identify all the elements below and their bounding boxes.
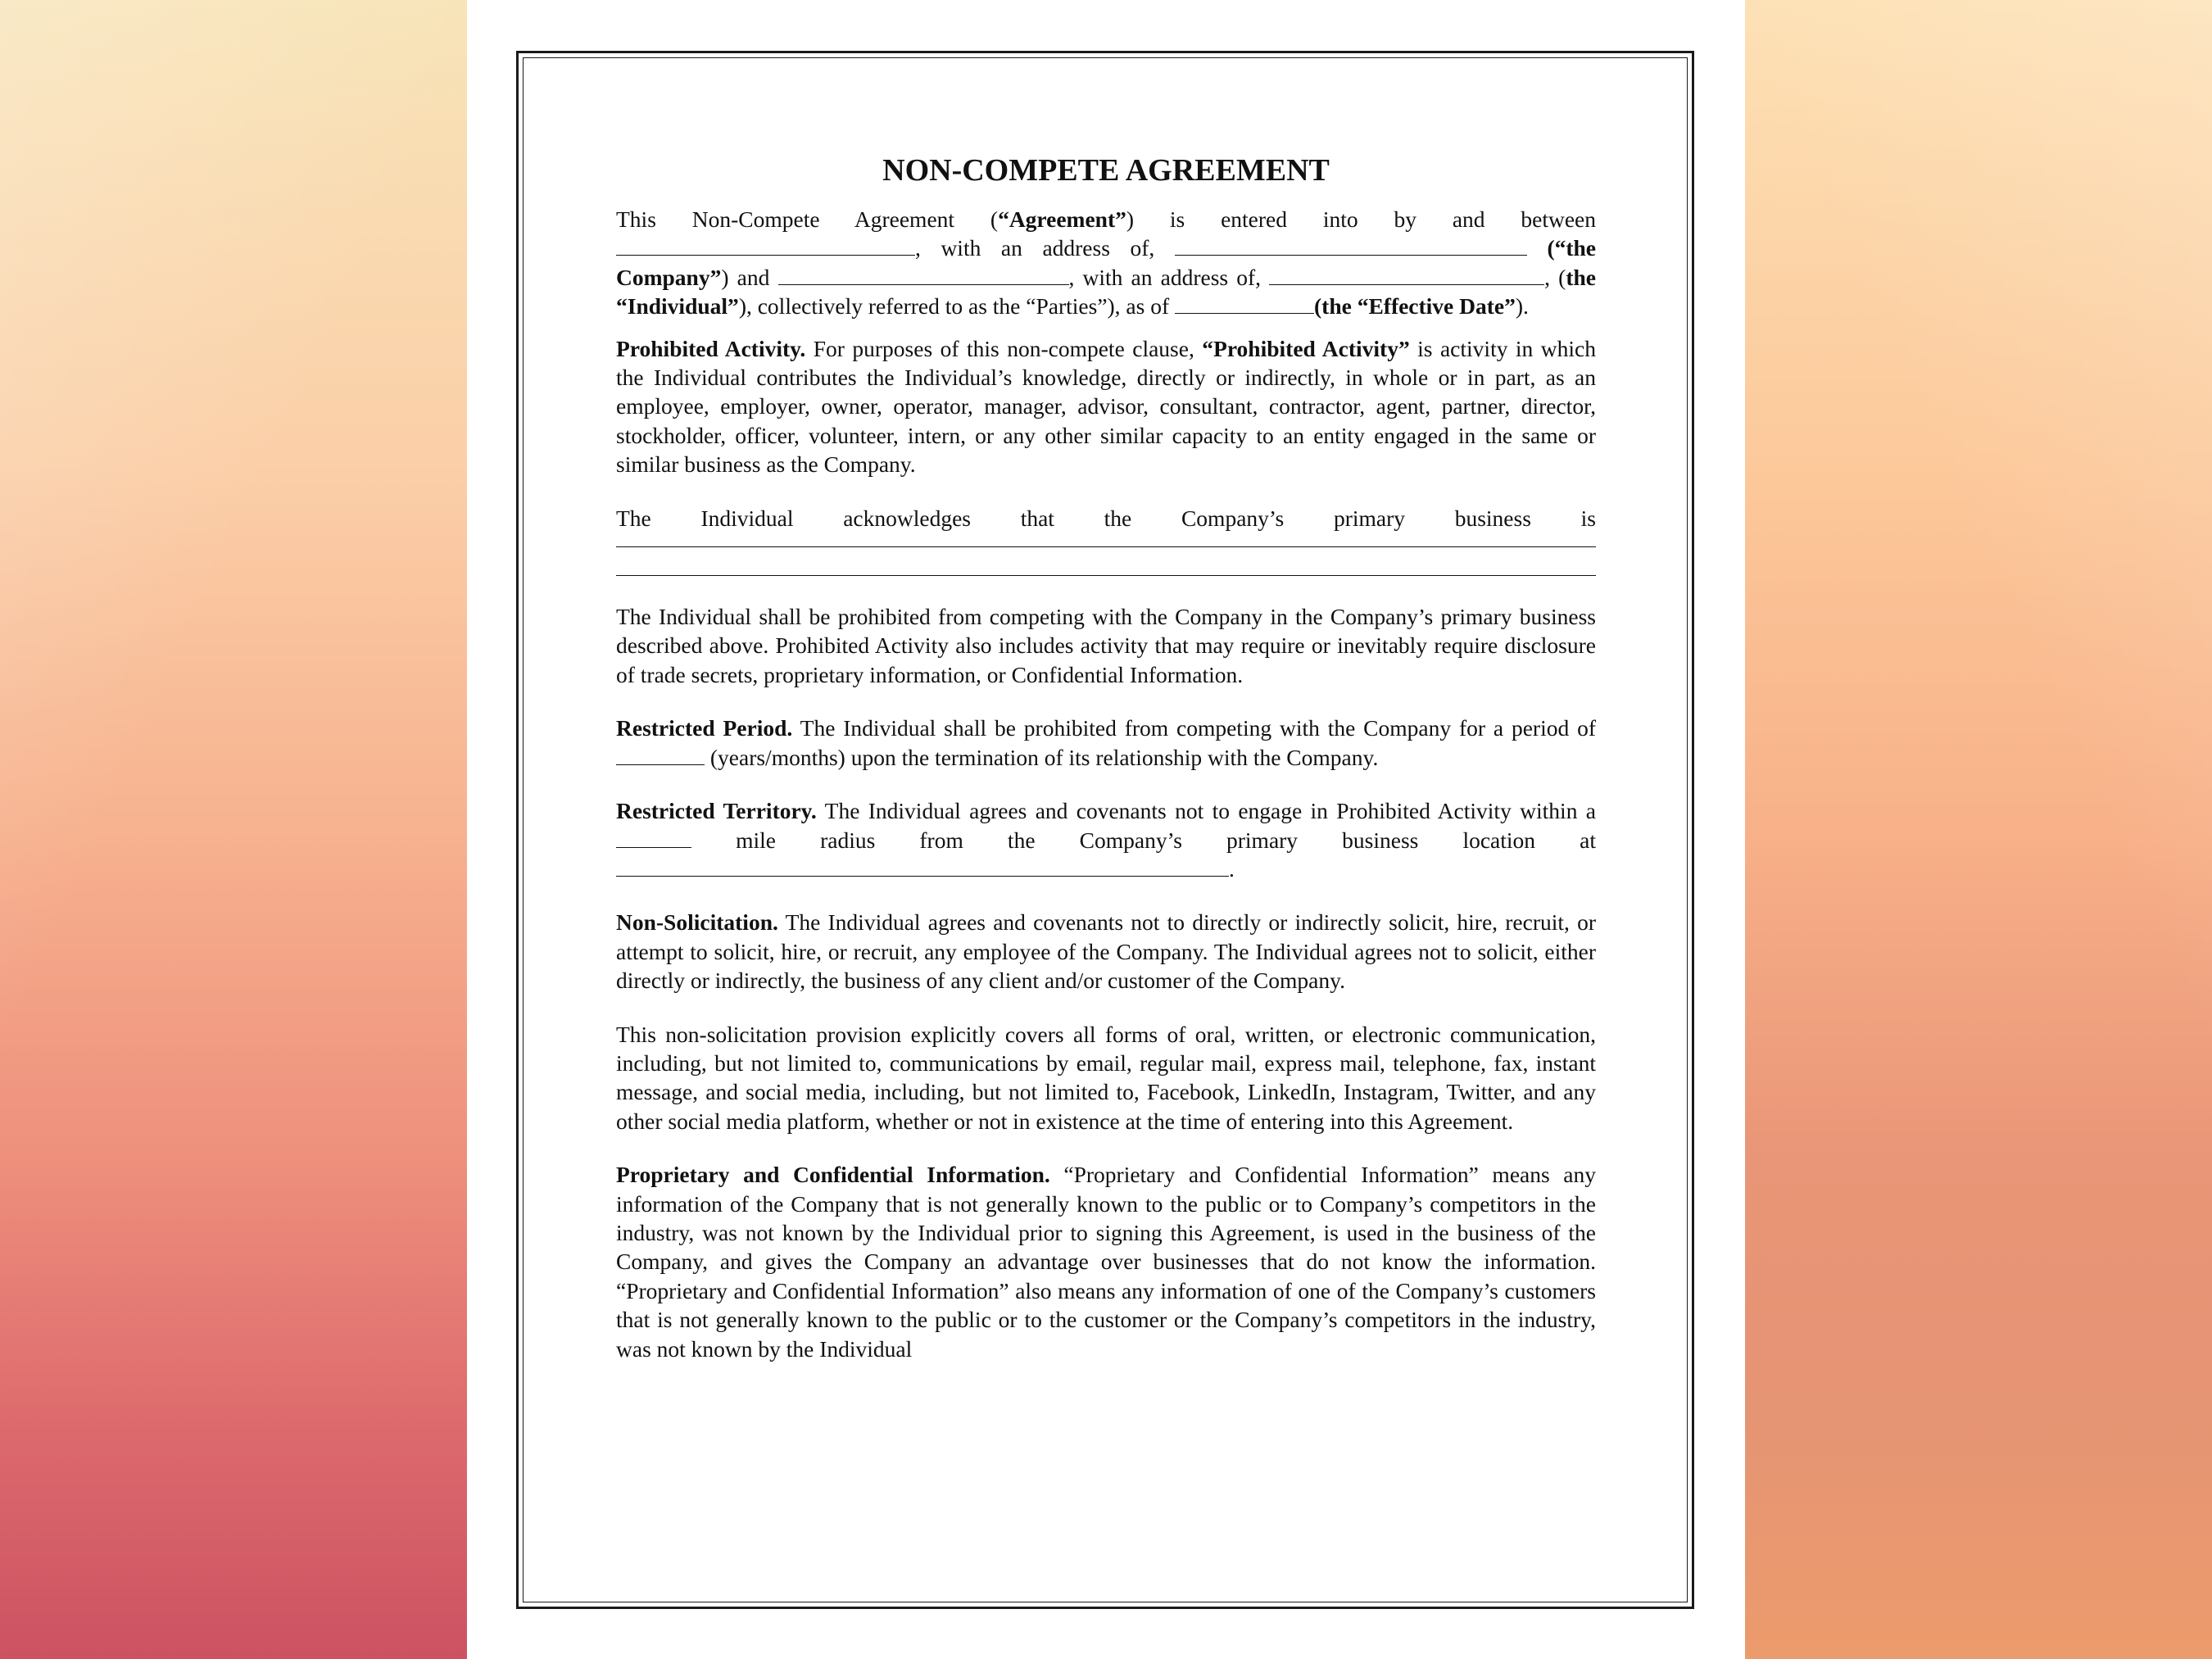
prohibited-activity-heading: Prohibited Activity. (616, 335, 806, 361)
proprietary-text: “Proprietary and Confidential Information” means any information of the Company that is not generally known to the public or to Company’s competitors in the industry, was not known by the Individual prior to signing this Agreement, is used in the business of the Company, and gives the Company an advantage over businesses that do not know the information. “Proprietary and Confidential Information” also means any information of one of the Company’s customers that is not generally known to the public or to the customer or the Company’s competitors in the industry, was not known by the Individual (616, 1162, 1596, 1362)
restricted-period-heading: Restricted Period. (616, 715, 793, 741)
intro-paren-open: ( (1558, 264, 1566, 290)
restricted-territory-heading: Restricted Territory. (616, 798, 817, 824)
agreement-term: “Agreement” (998, 206, 1126, 232)
restricted-period-paragraph (616, 714, 1596, 772)
background-left (0, 0, 467, 1659)
mile-radius-blank[interactable] (616, 826, 691, 848)
intro-this: This Non-Compete Agreement ( (616, 206, 999, 232)
intro-with-address-1: , with an address of, (915, 235, 1155, 261)
non-solicitation-paragraph (616, 908, 1596, 995)
the-company-open: (“the (1547, 235, 1597, 261)
document-title: NON-COMPETE AGREEMENT (882, 153, 1330, 188)
ack-word: that (1020, 505, 1054, 531)
individual-name-blank[interactable] (778, 263, 1069, 285)
individual-address-blank[interactable] (1269, 263, 1544, 285)
company-name-blank[interactable] (616, 233, 915, 256)
effective-term: (the “Effective (1314, 293, 1454, 320)
intro-comma: , (1544, 264, 1551, 290)
restricted-period-text-2: (years/months) upon the termination of its relationship with the Company. (705, 744, 1379, 770)
restricted-territory-paragraph (616, 796, 1596, 883)
primary-business-blank-2[interactable] (616, 575, 1596, 576)
non-solicitation-scope-paragraph: This non-solicitation provision explicitly covers all forms of oral, written, or electronic communication, including, but not limited to, communications by email, regular mail, express mail, telephone, fax, instant message, and social media, including, but not limited to, Facebook, LinkedIn, Instagram, Twitter, and any other social media platform, whether or not in existence at the time of entering into this Agreement. (616, 1021, 1596, 1134)
acknowledges-line (616, 504, 1596, 533)
prohibited-text-2: is activity in which the Individual contributes the Individual’s knowledge, directly or indirectly, in whole or in part, as an employee, employer, owner, operator, manager, advisor, consultant, contractor, agent, partner, director, stockholder, officer, volunteer, intern, or any other similar capacity to an entity engaged in the same or similar business as the Company. (616, 335, 1596, 478)
intro-paragraph (616, 205, 1596, 321)
primary-business-blank-1[interactable] (616, 546, 1596, 547)
restricted-territory-end: . (1229, 855, 1235, 882)
restricted-territory-text-1: The Individual agrees and covenants not to engage in Prohibited Activity within a (816, 798, 1597, 824)
ack-word: acknowledges (843, 505, 971, 531)
ack-word: business (1454, 505, 1531, 531)
intro-and: ) and (721, 264, 770, 290)
prohibited-activity-paragraph (616, 334, 1596, 479)
restricted-territory-text-2: mile radius from the Company’s primary business location at (691, 827, 1596, 853)
individual-term: the “Individual” (616, 264, 1597, 320)
prohibited-activity-term: “Prohibited Activity” (1202, 335, 1410, 361)
intro-with-address-2: , with an address of, (1068, 264, 1262, 290)
proprietary-heading: Proprietary and Confidential Information. (616, 1162, 1050, 1188)
document-content (616, 152, 1596, 1363)
effective-date-blank[interactable] (1175, 292, 1314, 314)
intro-end: ). (1515, 293, 1529, 320)
intro-collectively: ), collectively referred to as the “Parties”), as of (738, 293, 1170, 320)
ack-word: primary (1333, 505, 1406, 531)
ack-word: the (1104, 505, 1132, 531)
business-location-blank[interactable] (616, 854, 1229, 877)
background-right (1745, 0, 2212, 1659)
proprietary-paragraph (616, 1160, 1596, 1363)
ack-word: The (616, 505, 651, 531)
acknowledges-block (616, 504, 1596, 576)
document-page (467, 0, 1745, 1659)
ack-word: is (1580, 505, 1596, 531)
ack-word: Individual (700, 505, 794, 531)
prohibited-competing-paragraph: The Individual shall be prohibited from competing with the Company in the Company’s primary business described above. Prohibited Activity also includes activity that may require or inevitably require disclosure of trade secrets, proprietary information, or Confidential Information. (616, 604, 1596, 687)
restricted-period-text-1: The Individual shall be prohibited from competing with the Company for a period of (792, 715, 1597, 741)
company-term: Company” (616, 264, 722, 290)
non-solicitation-text: The Individual agrees and covenants not to directly or indirectly solicit, hire, recruit, or attempt to solicit, hire, or recruit, any employee of the Company. The Individual agrees not to solicit, either directly or indirectly, the business of any client and/or customer of the Company. (616, 909, 1596, 994)
prohibited-text-1: For purposes of this non-compete clause, (805, 335, 1203, 361)
ack-word: Company’s (1181, 505, 1285, 531)
intro-entered: ) is entered into by and between (1126, 206, 1596, 232)
company-address-blank[interactable] (1175, 233, 1527, 256)
non-solicitation-heading: Non-Solicitation. (616, 909, 778, 936)
date-term: Date” (1459, 293, 1516, 320)
restricted-period-blank[interactable] (616, 743, 705, 765)
